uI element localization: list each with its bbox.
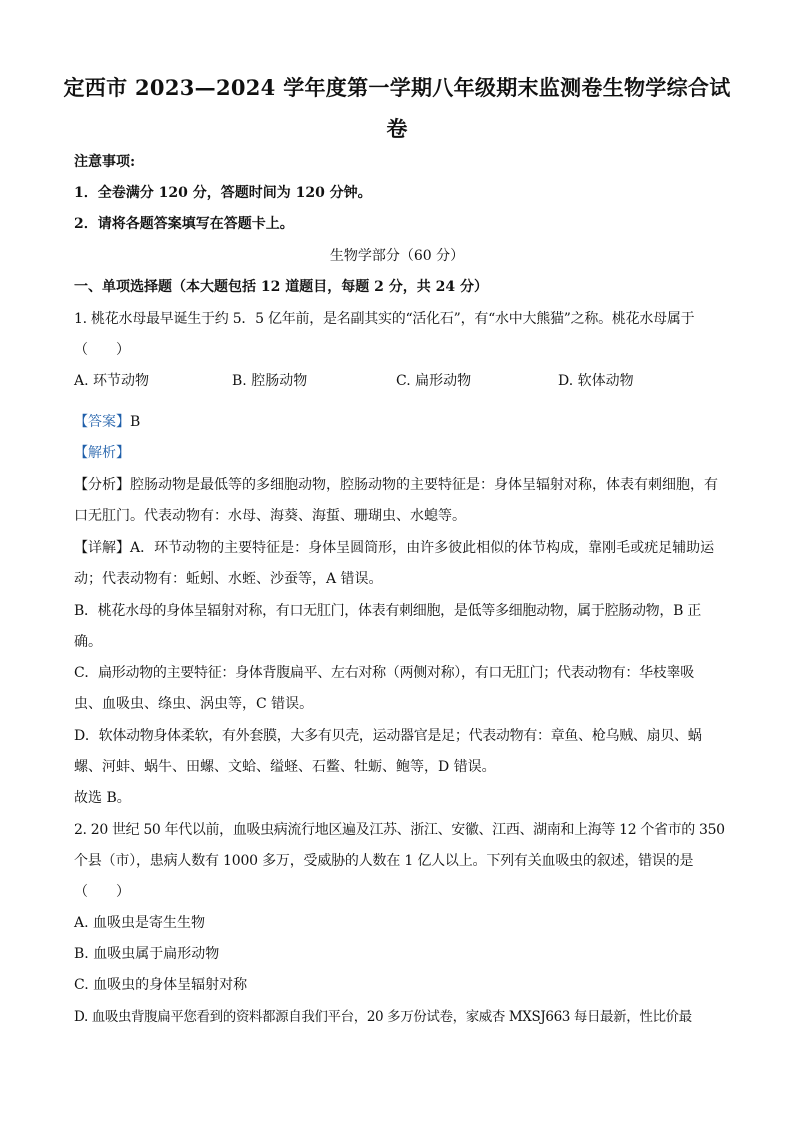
xiangjie-tag: 【详解】 (74, 540, 130, 556)
q1-detail-a-line2: 动；代表动物有：蚯蚓、水蛭、沙蚕等，A 错误。 (74, 571, 383, 587)
q1-conclusion: 故选 B。 (74, 790, 131, 806)
q1-detail-c-line2: 虫、血吸虫、绦虫、涡虫等，C 错误。 (74, 696, 314, 712)
q1-option-d: D. 软体动物 (558, 373, 634, 389)
q1-fenxi-line1 (74, 474, 724, 494)
fenxi-text-1: 腔肠动物是最低等的多细胞动物，腔肠动物的主要特征是：身体呈辐射对称，体表有刺细胞，有 (130, 477, 718, 493)
q1-detail-b-line1: B．桃花水母的身体呈辐射对称，有口无肛门，体表有刺细胞，是低等多细胞动物，属于腔肠动物，B 正 (74, 603, 701, 619)
detail-a-text-1: A．环节动物的主要特征是：身体呈圆筒形，由许多彼此相似的体节构成，靠刚毛或疣足辅助运 (130, 540, 715, 556)
answer-value: B (130, 414, 141, 430)
q1-detail-b-line2: 确。 (74, 634, 102, 650)
q2-option-d: D. 血吸虫背腹扁平您看到的资料都源自我们平台，20 多万份试卷，家威杏 MXSJ663 每日最新，性比价最 (74, 1009, 692, 1025)
section-heading: 一、单项选择题（本大题包括 12 道题目，每题 2 分，共 24 分） (74, 279, 488, 295)
q1-option-a: A. 环节动物 (74, 373, 150, 389)
q2-option-c: C. 血吸虫的身体呈辐射对称 (74, 977, 248, 993)
q1-detail-d-line2: 螺、河蚌、蜗牛、田螺、文蛤、缢蛏、石鳖、牡蛎、鲍等，D 错误。 (74, 759, 496, 775)
analysis-tag: 【解析】 (74, 445, 130, 461)
q2-stem-line3: （ ） (74, 884, 130, 900)
q1-answer-line (74, 411, 724, 431)
exam-title-line1: 定西市 2023—2024 学年度第一学期八年级期末监测卷生物学综合试 (63, 75, 731, 100)
q2-stem-line1: 2. 20 世纪 50 年代以前，血吸虫病流行地区遍及江苏、浙江、安徽、江西、湖南和上海等 12 个省市的 350 (74, 822, 725, 838)
q1-fenxi-line2: 口无肛门。代表动物有：水母、海葵、海蜇、珊瑚虫、水螅等。 (74, 508, 466, 524)
q1-detail-line1 (74, 537, 724, 557)
exam-title-line2: 卷 (386, 116, 408, 141)
q1-stem-line2: （ ） (74, 342, 130, 358)
q1-stem-line1: 1. 桃花水母最早诞生于约 5．5 亿年前，是名副其实的“活化石”，有“水中大熊猫”之称。桃花水母属于 (74, 311, 695, 327)
answer-tag: 【答案】 (74, 414, 130, 430)
q1-option-c: C. 扁形动物 (396, 373, 472, 389)
q2-option-b: B. 血吸虫属于扁形动物 (74, 946, 220, 962)
notice-item-2: 2．请将各题答案填写在答题卡上。 (74, 216, 294, 232)
q1-detail-c-line1: C．扁形动物的主要特征：身体背腹扁平、左右对称（两侧对称），有口无肛门；代表动物有：华枝睾吸 (74, 665, 694, 681)
section-part-title: 生物学部分（60 分） (329, 248, 465, 264)
notice-item-1: 1．全卷满分 120 分，答题时间为 120 分钟。 (74, 185, 372, 201)
q2-stem-line2: 个县（市），患病人数有 1000 多万，受威胁的人数在 1 亿人以上。下列有关血吸虫的叙述，错误的是 (74, 853, 694, 869)
notice-heading: 注意事项: (74, 154, 136, 170)
q1-option-b: B. 腔肠动物 (232, 373, 308, 389)
fenxi-tag: 【分析】 (74, 477, 130, 493)
q1-detail-d-line1: D．软体动物身体柔软，有外套膜，大多有贝壳，运动器官是足；代表动物有：章鱼、枪乌贼、扇贝、蜗 (74, 728, 702, 744)
q2-option-a: A. 血吸虫是寄生生物 (74, 915, 206, 931)
